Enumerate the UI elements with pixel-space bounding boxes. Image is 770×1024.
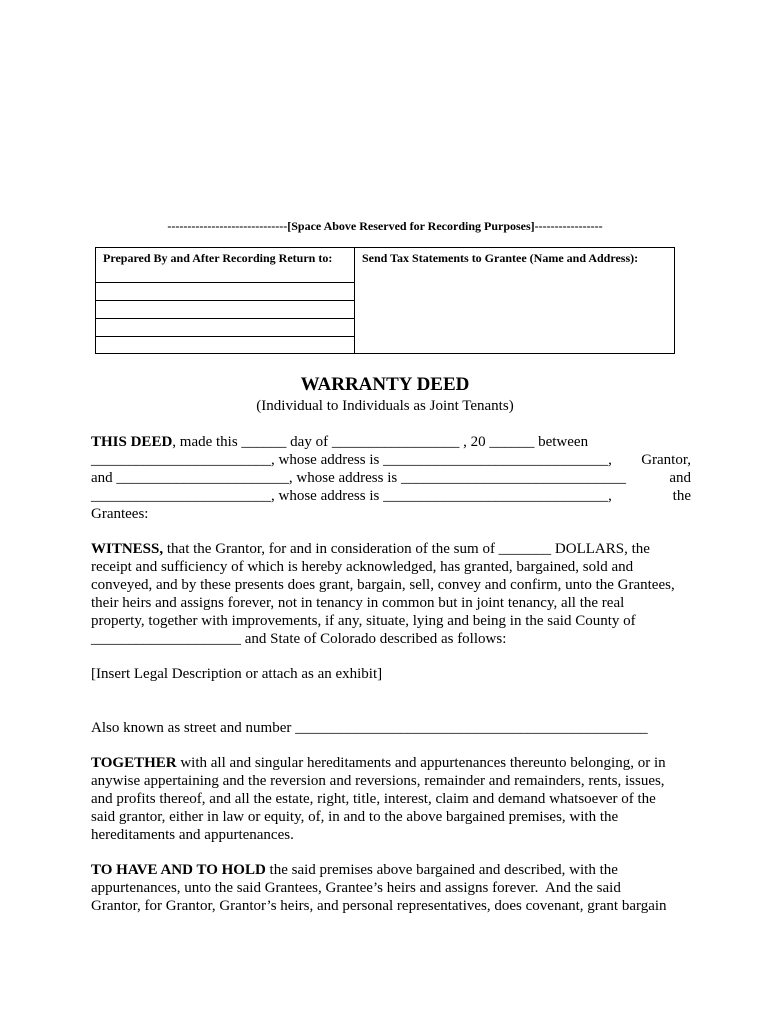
document-subtitle: (Individual to Individuals as Joint Tenants) bbox=[256, 398, 514, 414]
this-deed-line-3 bbox=[91, 469, 691, 487]
address-line-1 bbox=[96, 282, 354, 283]
together-line-1-text: with all and singular hereditaments and appurtenances thereunto belonging, or in bbox=[176, 755, 666, 771]
together-line-2: anywise appertaining and the reversion and reversions, remainder and remainders, rents, issues, bbox=[91, 773, 665, 789]
the-word: the bbox=[672, 488, 691, 504]
prepared-by-label: Prepared By and After Recording Return to: bbox=[103, 251, 333, 265]
together-line-5: hereditaments and appurtenances. bbox=[91, 827, 294, 843]
this-deed-line-2 bbox=[91, 451, 691, 469]
to-have-line-3: Grantor, for Grantor, Grantor’s heirs, and personal representatives, does covenant, grant bargain bbox=[91, 898, 667, 914]
street-address-line: Also known as street and number _______________________________________________ bbox=[91, 720, 648, 736]
to-have-paragraph bbox=[91, 861, 691, 915]
together-line-4: said grantor, either in law or equity, of, in and to the above bargained premises, with the bbox=[91, 809, 619, 825]
witness-lead: WITNESS, bbox=[91, 541, 164, 557]
to-have-lead: TO HAVE AND TO HOLD bbox=[91, 862, 266, 878]
witness-line-2: receipt and sufficiency of which is hereby acknowledged, has granted, bargained, sold and bbox=[91, 559, 634, 575]
together-paragraph bbox=[91, 754, 691, 844]
and-word: and bbox=[669, 470, 691, 486]
tax-statement-column bbox=[355, 248, 674, 353]
address-line-2 bbox=[96, 300, 354, 301]
address-line-3 bbox=[96, 318, 354, 319]
witness-line-1 bbox=[91, 540, 691, 558]
document-title: WARRANTY DEED bbox=[300, 374, 470, 395]
together-lead: TOGETHER bbox=[91, 755, 177, 771]
witness-line-6: ____________________ and State of Colorado described as follows: bbox=[91, 631, 507, 647]
to-have-line-2: appurtenances, unto the said Grantees, Grantee’s heirs and assigns forever. And the said bbox=[91, 880, 621, 896]
this-deed-line-4 bbox=[91, 487, 691, 505]
witness-line-1-text: that the Grantor, for and in consideration of the sum of _______ DOLLARS, the bbox=[163, 541, 650, 557]
grantor-word: Grantor, bbox=[641, 452, 691, 468]
to-have-line-1-text: the said premises above bargained and described, with the bbox=[265, 862, 618, 878]
witness-line-3: conveyed, and by these presents does grant, bargain, sell, convey and confirm, unto the Grantees, bbox=[91, 577, 675, 593]
tax-statements-label: Send Tax Statements to Grantee (Name and Address): bbox=[362, 251, 639, 265]
grantee-1-name-address: and _______________________, whose address is ______________________________ bbox=[91, 470, 626, 486]
this-deed-line-1-text: , made this ______ day of _________________ , 20 ______ between bbox=[172, 434, 589, 450]
witness-line-4: their heirs and assigns forever, not in tenancy in common but in joint tenancy, all the real bbox=[91, 595, 625, 611]
return-address-box bbox=[95, 247, 675, 354]
grantor-name-address: ________________________, whose address is ______________________________, bbox=[91, 452, 612, 468]
legal-description-placeholder: [Insert Legal Description or attach as an exhibit] bbox=[91, 666, 383, 682]
this-deed-paragraph bbox=[91, 433, 691, 523]
to-have-line-1 bbox=[91, 861, 691, 879]
this-deed-line-1 bbox=[91, 433, 691, 451]
grantees-label: Grantees: bbox=[91, 506, 149, 522]
witness-paragraph bbox=[91, 540, 691, 648]
together-line-1 bbox=[91, 754, 691, 772]
recording-reserved-line: ------------------------------[Space Above Reserved for Recording Purposes]----------------- bbox=[167, 219, 603, 233]
witness-line-5: property, together with improvements, if any, situate, lying and being in the said County of bbox=[91, 613, 636, 629]
this-deed-lead: THIS DEED bbox=[91, 434, 173, 450]
prepared-by-column bbox=[96, 248, 355, 353]
address-line-4 bbox=[96, 336, 354, 337]
together-line-3: and profits thereof, and all the estate, right, title, interest, claim and demand whatsoever of the bbox=[91, 791, 656, 807]
grantee-2-name-address: ________________________, whose address is ______________________________, bbox=[91, 488, 612, 504]
